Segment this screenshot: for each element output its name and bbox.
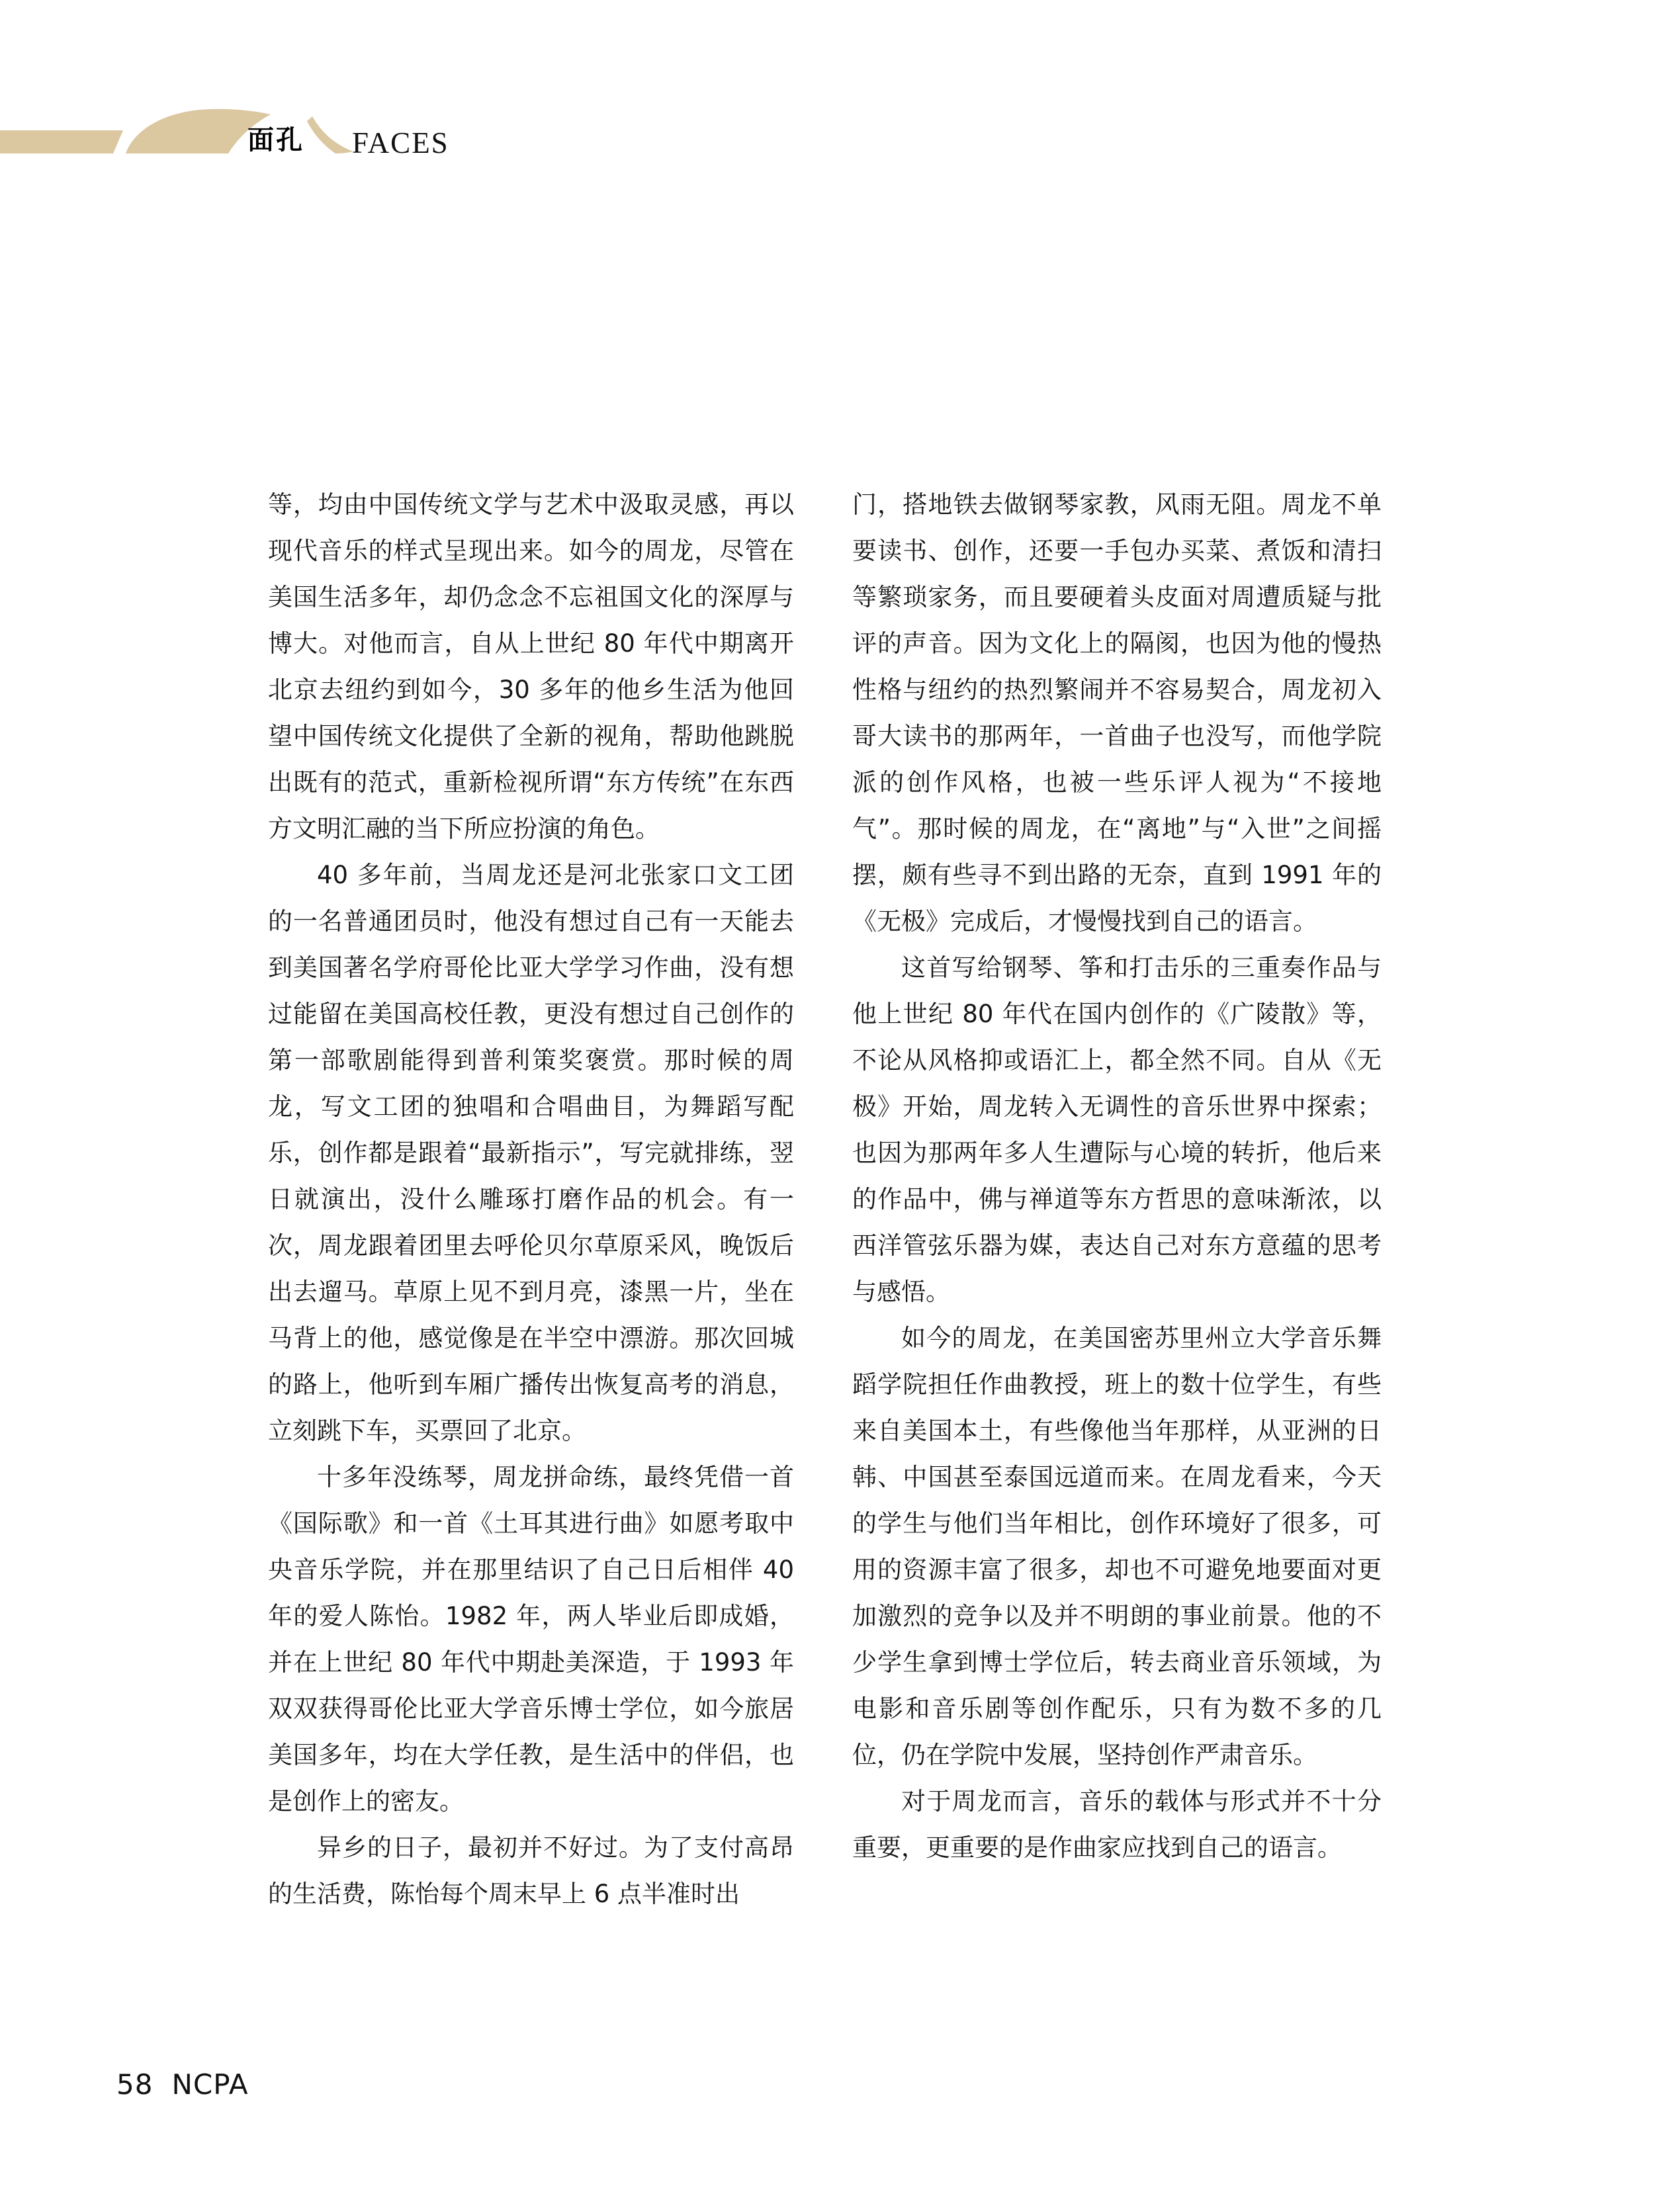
article-paragraph: 门，搭地铁去做钢琴家教，风雨无阻。周龙不单要读书、创作，还要一手包办买菜、煮饭和清扫等繁琐家务，而且要硬着头皮面对周遭质疑与批评的声音。因为文化上的隔阂，也因为他的慢热性格与纽约的热烈繁闹并不容易契合，周龙初入哥大读书的那两年，一首曲子也没写，而他学院派的创作风格，也被一些乐评人视为“不接地气”。那时候的周龙，在“离地”与“入世”之间摇摆，颇有些寻不到出路的无奈，直到 1991 年的《无极》完成后，才慢慢找到自己的语言。 (852, 490, 1382, 936)
section-title-chinese: 面孔 (247, 125, 304, 155)
swoosh-tail-shape (307, 116, 353, 153)
page-footer (116, 2068, 249, 2101)
article-column-left (268, 482, 794, 1917)
page-number: 58 (116, 2068, 154, 2101)
article-paragraph: 异乡的日子，最初并不好过。为了支付高昂的生活费，陈怡每个周末早上 6 点半准时出 (268, 1833, 794, 1908)
article-paragraph: 对于周龙而言，音乐的载体与形式并不十分重要，更重要的是作曲家应找到自己的语言。 (852, 1787, 1382, 1862)
article-paragraph: 40 多年前，当周龙还是河北张家口文工团的一名普通团员时，他没有想过自己有一天能去到美国著名学府哥伦比亚大学学习作曲，没有想过能留在美国高校任教，更没有想过自己创作的第一部歌剧能得到普利策奖褒赏。那时候的周龙，写文工团的独唱和合唱曲目，为舞蹈写配乐，创作都是跟着“最新指示”，写完就排练，翌日就演出，没什么雕琢打磨作品的机会。有一次，周龙跟着团里去呼伦贝尔草原采风，晚饭后出去遛马。草原上见不到月亮，漆黑一片，坐在马背上的他，感觉像是在半空中漂游。那次回城的路上，他听到车厢广播传出恢复高考的消息，立刻跳下车，买票回了北京。 (268, 861, 794, 1445)
article-paragraph: 十多年没练琴，周龙拼命练，最终凭借一首《国际歌》和一首《土耳其进行曲》如愿考取中央音乐学院，并在那里结识了自己日后相伴 40 年的爱人陈怡。1982 年，两人毕业后即成婚，并在上世纪 80 年代中期赴美深造，于 1993 年双双获得哥伦比亚大学音乐博士学位，如今旅居美国多年，均在大学任教，是生活中的伴侣，也是创作上的密友。 (268, 1463, 794, 1816)
article-paragraph: 等，均由中国传统文学与艺术中汲取灵感，再以现代音乐的样式呈现出来。如今的周龙，尽管在美国生活多年，却仍念念不忘祖国文化的深厚与博大。对他而言，自从上世纪 80 年代中期离开北京去纽约到如今，30 多年的他乡生活为他回望中国传统文化提供了全新的视角，帮助他跳脱出既有的范式，重新检视所谓“东方传统”在东西方文明汇融的当下所应扮演的角色。 (268, 490, 794, 843)
article-paragraph: 这首写给钢琴、筝和打击乐的三重奏作品与他上世纪 80 年代在国内创作的《广陵散》等，不论从风格抑或语汇上，都全然不同。自从《无极》开始，周龙转入无调性的音乐世界中探索；也因为那两年多人生遭际与心境的转折，他后来的作品中，佛与禅道等东方哲思的意味渐浓，以西洋管弦乐器为媒，表达自己对东方意蕴的思考与感悟。 (852, 953, 1382, 1306)
section-title-english: FACES (352, 126, 449, 159)
article-column-right (852, 482, 1382, 1871)
article-paragraph: 如今的周龙，在美国密苏里州立大学音乐舞蹈学院担任作曲教授，班上的数十位学生，有些来自美国本土，有些像他当年那样，从亚洲的日韩、中国甚至泰国远道而来。在周龙看来，今天的学生与他们当年相比，创作环境好了很多，可用的资源丰富了很多，却也不可避免地要面对更加激烈的竞争以及并不明朗的事业前景。他的不少学生拿到博士学位后，转去商业音乐领域，为电影和音乐剧等创作配乐，只有为数不多的几位，仍在学院中发展，坚持创作严肃音乐。 (852, 1324, 1382, 1769)
magazine-code: NCPA (171, 2068, 249, 2101)
swoosh-bar-shape (0, 130, 123, 153)
